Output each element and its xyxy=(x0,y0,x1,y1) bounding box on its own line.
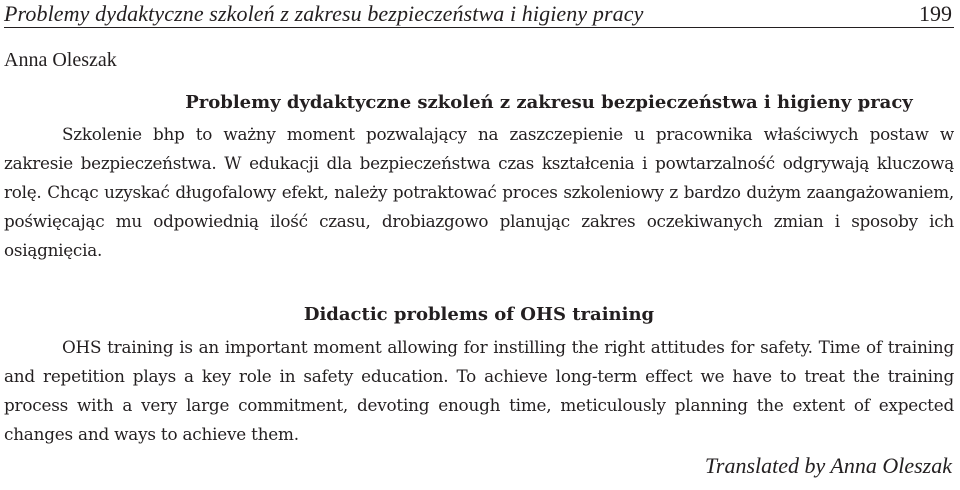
running-title: Problemy dydaktyczne szkoleń z zakresu bezpieczeństwa i higieny pracy xyxy=(4,1,644,26)
english-abstract-text: OHS training is an important moment allowing for instilling the right attitudes for safety. Time of training and repetition plays a key role in safety education. To achieve long-term effect we have to treat the training process with a very large commitment, devoting enough time, meticulously planning the extent of expected changes and ways to achieve them. xyxy=(4,337,954,444)
translator-credit: Translated by Anna Oleszak xyxy=(704,453,952,478)
page-number: 199 xyxy=(919,1,952,26)
english-abstract-title: Didactic problems of OHS training xyxy=(303,304,655,325)
polish-abstract-title: Problemy dydaktyczne szkoleń z zakresu bezpieczeństwa i higieny pracy xyxy=(185,92,913,113)
author-name: Anna Oleszak xyxy=(4,49,117,71)
polish-abstract-text: Szkolenie bhp to ważny moment pozwalający na zaszczepienie u pracownika właściwych postaw w zakresie bezpieczeństwa. W edukacji dla bezpieczeństwa czas kształcenia i powtarzalność odgrywają kluczową rolę. Chcąc uzyskać długofalowy efekt, należy potraktować proces szkoleniowy z bardzo dużym zaangażowaniem, poświęcając mu odpowiednią ilość czasu, drobiazgowo planując zakres oczekiwanych zmian i sposoby ich osiągnięcia. xyxy=(4,124,954,260)
running-header xyxy=(4,0,954,28)
